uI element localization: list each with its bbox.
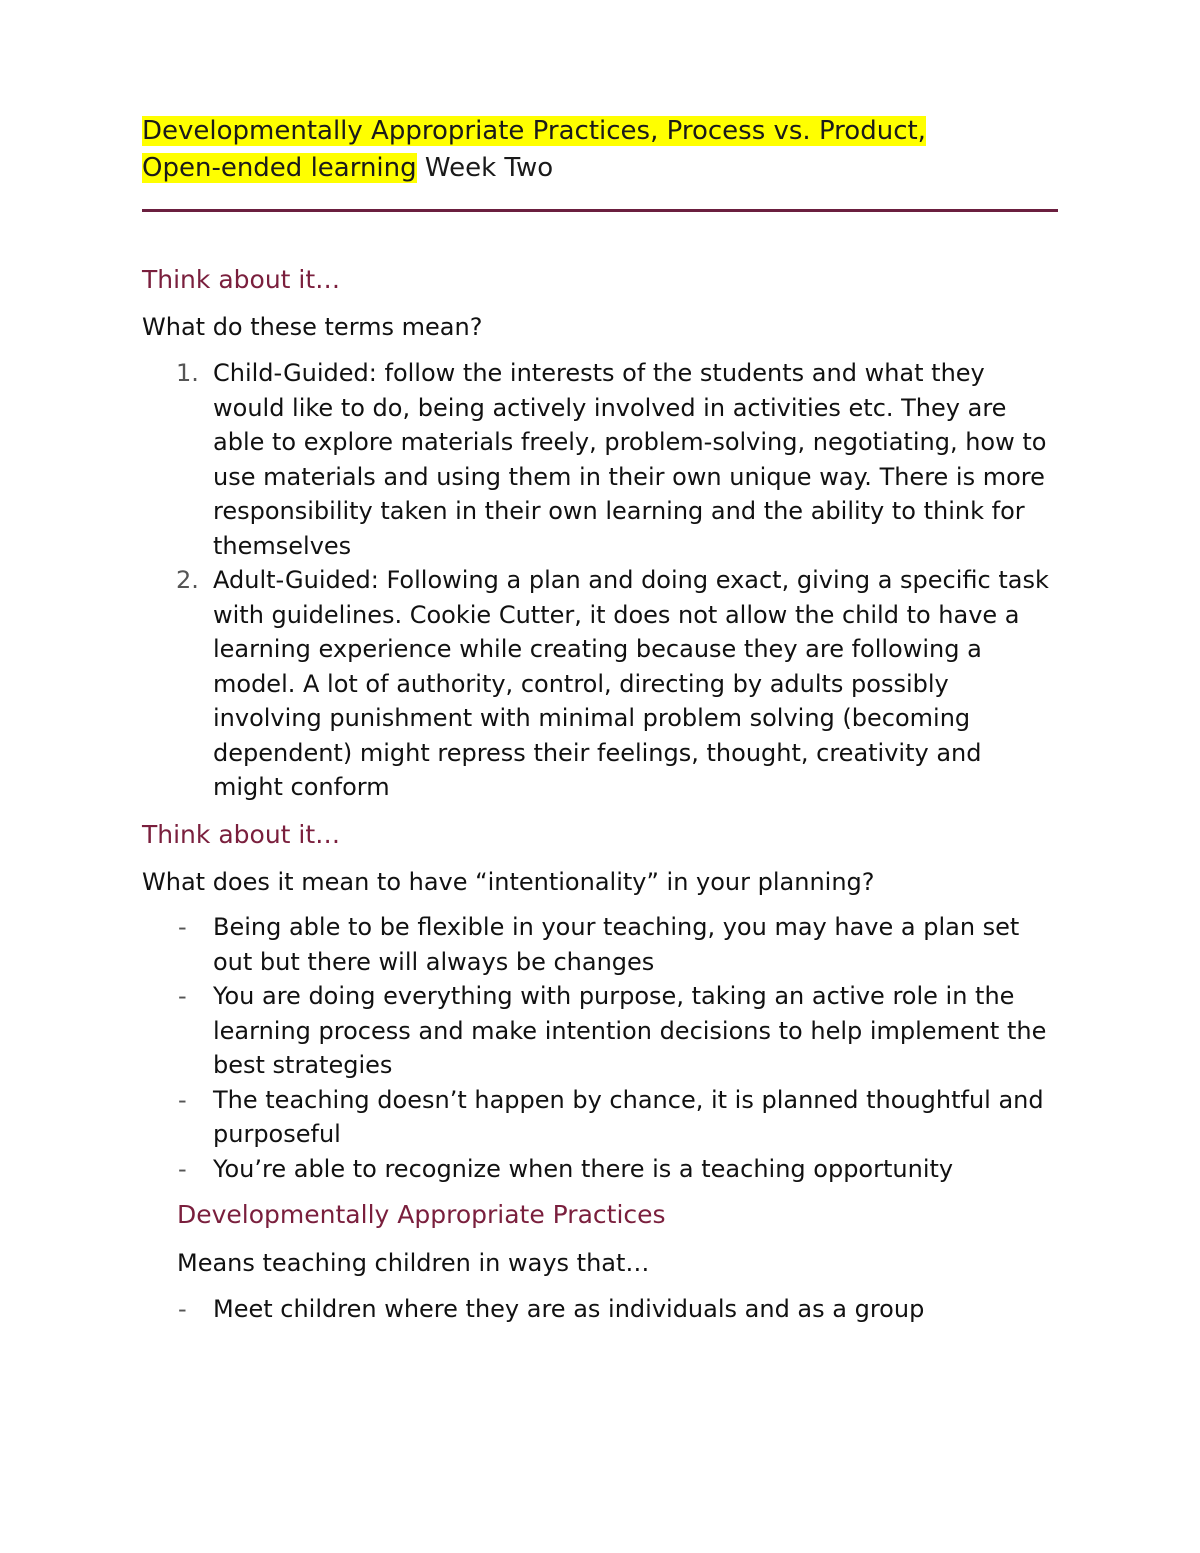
list-item-text: You’re able to recognize when there is a teaching opportunity: [213, 1154, 954, 1183]
list-item-text: Adult-Guided: Following a plan and doing exact, giving a specific task with guidelines. Cookie Cutter, it does not allow the child to have a learning experience while creating because they are following a model. A lot of authority, control, directing by adults possibly involving punishment with minimal problem solving (becoming dependent) might repress their feelings, thought, creativity and might conform: [213, 566, 1049, 801]
document-title: [142, 113, 1062, 187]
list-item-text: You are doing everything with purpose, taking an active role in the learning process and make intention decisions to help implement the best strategies: [213, 982, 1047, 1079]
list-item: [142, 1083, 1058, 1152]
list-bullet: -: [178, 913, 187, 941]
section3-bullet-list: [142, 1292, 1058, 1327]
list-bullet: -: [178, 1085, 187, 1114]
section3-intro: Means teaching children in ways that…: [177, 1249, 650, 1277]
list-bullet: -: [178, 1154, 187, 1183]
list-item: [142, 563, 1058, 805]
section2-question: What does it mean to have “intentionality” in your planning?: [142, 868, 875, 896]
list-item-text: The teaching doesn’t happen by chance, it is planned thoughtful and purposeful: [213, 1085, 1044, 1148]
section2-heading: Think about it…: [142, 820, 341, 849]
title-highlight-line1: Developmentally Appropriate Practices, Process vs. Product,: [142, 116, 926, 146]
section2-bullet-list: [142, 910, 1058, 1186]
section1-numbered-list: [142, 356, 1058, 805]
list-number: 2.: [176, 566, 199, 594]
list-bullet: -: [178, 982, 187, 1010]
list-item: [142, 979, 1058, 1083]
section3-heading: Developmentally Appropriate Practices: [177, 1200, 666, 1229]
list-item-text: Meet children where they are as individuals and as a group: [213, 1295, 925, 1323]
section1-heading: Think about it…: [142, 265, 341, 294]
list-item: [142, 356, 1058, 563]
section1-question: What do these terms mean?: [142, 313, 483, 341]
list-bullet: -: [178, 1295, 187, 1323]
list-item: [142, 910, 1058, 979]
list-item-text: Child-Guided: follow the interests of the students and what they would like to do, being actively involved in activities etc. They are able to explore materials freely, problem-solving, negotiating, how to use materials and using them in their own unique way. There is more responsibility taken in their own learning and the ability to think for themselves: [213, 359, 1047, 560]
list-item-text: Being able to be flexible in your teaching, you may have a plan set out but there will always be changes: [213, 913, 1020, 976]
list-number: 1.: [176, 359, 199, 387]
list-item: [142, 1292, 1058, 1327]
title-suffix: Week Two: [416, 153, 554, 183]
list-item: [142, 1152, 1058, 1187]
title-highlight-line2: Open-ended learning: [142, 153, 417, 183]
title-divider: [142, 209, 1058, 212]
